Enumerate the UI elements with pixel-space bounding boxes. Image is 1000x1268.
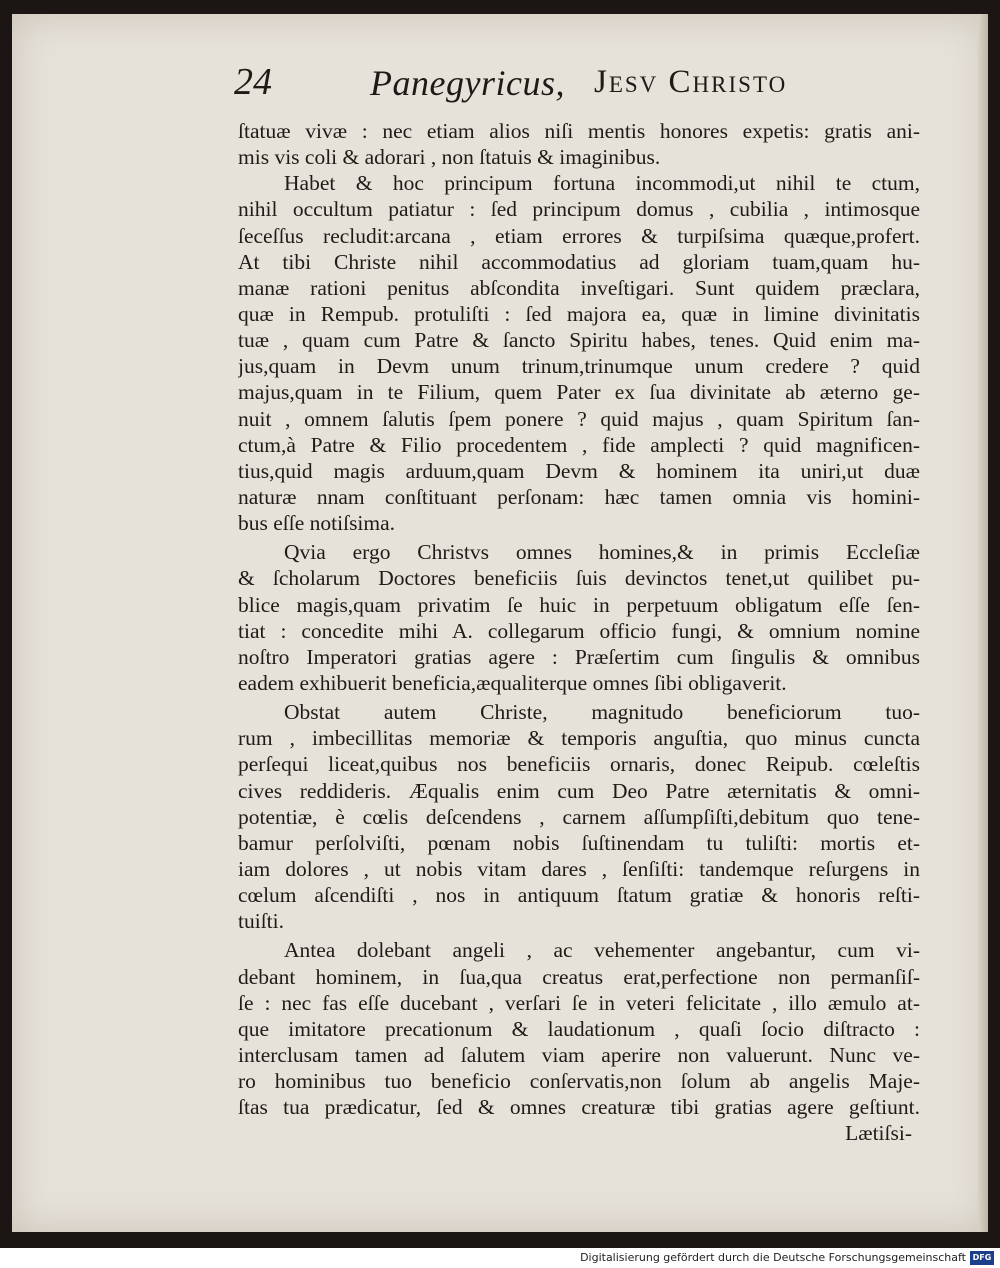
text-line: ſtatuæ vivæ : nec etiam alios niſi mentis honores expetis: gratis ani- (238, 119, 920, 143)
text-line: tuæ , quam cum Patre & ſancto Spiritu habes, tenes. Quid enim ma- (238, 328, 920, 353)
text-line: ſe : nec fas eſſe ducebant , verſari ſe in veteri felicitate , illo æmulo at- (238, 990, 920, 1015)
text-line: perſequi liceat,quibus nos beneficiis ornaris, donec Reipub. cœleſtis (238, 752, 920, 777)
text-line: Obstat autem Christe, magnitudo beneficiorum tuo- (284, 700, 920, 725)
text-line: nuit , omnem ſalutis ſpem ponere ? quid majus , quam Spiritum ſan- (238, 406, 920, 431)
text-line: majus,quam in te Filium, quem Pater ex ſua divinitate ab æterno ge- (238, 380, 920, 405)
text-line: quæ in Rempub. protuliſti : ſed majora ea, quæ in limine divinitatis (238, 301, 920, 326)
running-header (222, 60, 822, 110)
text-line: noſtro Imperatori gratias agere : Præſertim cum ſingulis & omnibus (238, 644, 920, 669)
catchword: Lætiſsi- (845, 1121, 912, 1146)
text-line: ctum,à Patre & Filio procedentem , fide amplecti ? quid magnificen- (238, 432, 920, 457)
text-line: que imitatore precationum & laudationum , quaſi ſocio diſtracto : (238, 1016, 920, 1041)
body-text (238, 118, 920, 1146)
funding-credit: Digitalisierung gefördert durch die Deutsche Forschungsgemeinschaft (580, 1251, 966, 1264)
text-line: interclusam tamen ad ſalutem viam aperire non valuerunt. Nunc ve- (238, 1042, 920, 1067)
running-title-name: Jesv Christo (594, 64, 788, 100)
text-line: jus,quam in Devm unum trinum,trinumque unum credere ? quid (238, 354, 920, 379)
text-line: eadem exhibuerit beneficia,æqualiterque omnes ſibi obligaverit. (238, 670, 787, 695)
running-title: Panegyricus, (370, 63, 565, 103)
text-line: naturæ nnam conſtituant perſonam: hæc tamen omnia vis homini- (238, 484, 920, 509)
text-line: At tibi Christe nihil accommodatius ad gloriam tuam,quam hu- (238, 249, 920, 274)
page-number: 24 (234, 61, 272, 103)
text-line: Qvia ergo Christvs omnes homines,& in primis Eccleſiæ (284, 540, 920, 565)
text-line: cœlum aſcendiſti , nos in antiquum ſtatum gratiæ & honoris reſti- (238, 883, 920, 908)
text-line: tuiſti. (238, 909, 284, 934)
text-line: tiat : concedite mihi A. collegarum officio fungi, & omnium nomine (238, 618, 920, 643)
text-line: bus eſſe notiſsima. (238, 511, 396, 536)
text-line: ſeceſſus recludit:arcana , etiam errores & turpiſsima quæque,profert. (238, 223, 920, 248)
text-line: tius,quid magis arduum,quam Devm & hominem ita uniri,ut duæ (238, 458, 920, 483)
text-line: Habet & hoc principum fortuna incommodi,ut nihil te ctum, (284, 171, 920, 196)
text-line: cives reddideris. Æqualis enim cum Deo Patre æternitatis & omni- (238, 778, 920, 803)
text-line: mis vis coli & adorari , non ſtatuis & imaginibus. (238, 145, 661, 170)
text-line: potentiæ, è cœlis deſcendens , carnem aſſumpſiſti,debitum quo tene- (238, 804, 920, 829)
text-line: ſtas tua prædicatur, ſed & omnes creaturæ tibi gratias agere geſtiunt. (238, 1095, 920, 1120)
text-line: manæ rationi penitus abſcondita inveſtigari. Sunt quidem præclara, (238, 275, 920, 300)
text-line: ro hominibus tuo beneficio conſervatis,non ſolum ab angelis Maje- (238, 1069, 920, 1094)
digitization-footer (0, 1248, 1000, 1268)
text-line: nihil occultum patiatur : ſed principum domus , cubilia , intimosque (238, 197, 920, 222)
text-line: debant hominem, in ſua,qua creatus erat,perfectione non permanſiſ- (238, 964, 920, 989)
text-line: & ſcholarum Doctores beneficiis ſuis devinctos tenet,ut quilibet pu- (238, 566, 920, 591)
dfg-logo: DFG (970, 1251, 994, 1265)
text-line: rum , imbecillitas memoriæ & temporis anguſtia, quo minus cuncta (238, 726, 920, 751)
text-line: Antea dolebant angeli , ac vehementer angebantur, cum vi- (284, 938, 920, 963)
text-line: bamur perſolviſti, pœnam nobis ſuſtinendam tu tuliſti: mortis et- (238, 830, 920, 855)
page-spine-edge (978, 14, 988, 1232)
text-line: iam dolores , ut nobis vitam dares , ſenſiſti: tandemque reſurgens in (238, 856, 920, 881)
text-line: blice magis,quam privatim ſe huic in perpetuum obligatum eſſe ſen- (238, 592, 920, 617)
